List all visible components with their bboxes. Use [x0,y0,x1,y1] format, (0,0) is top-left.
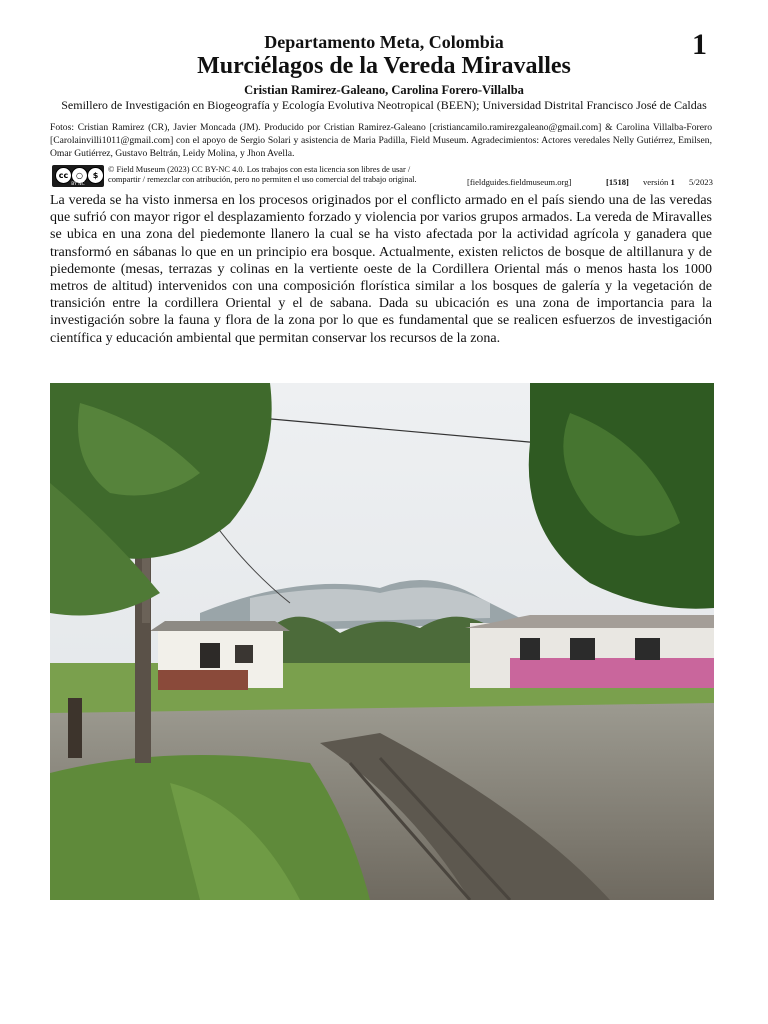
authors: Cristian Ramirez-Galeano, Carolina Forero-Villalba [244,83,524,97]
site-link[interactable]: [fieldguides.fieldmuseum.org] [467,177,572,187]
photo-credits: Fotos: Cristian Ramirez (CR), Javier Moncada (JM). Producido por Cristian Ramirez-Galeano [cristiancamilo.ramirezgaleano@gmail.com] & Carolina Villalba-Forero [Carolainvilli1011@gmail.com] con el apoyo de Sergio Solari y asistencia de Maria Padilla, Field Museum. Agradecimientos: Actores veredales Nelly Gutiérrez, Emilsen, Omar Gutiérrez, Gustavo Beltrán, Leidy Molina, y Jhon Avella. [50,122,712,159]
page-number: 1 [692,28,707,61]
intro-paragraph: La vereda se ha visto inmersa en los procesos originados por el conflicto armado en el país siendo una de las veredas que sufrió con mayor rigor el desplazamiento forzado y violencia por varios grupos armados. La vereda de Miravalles se ubica en una zona del piedemonte llanero la cual se ha visto afectada por la actividad agrícola y ganadera que transformó en sábanas lo que en un principio era bosque. Actualmente, existen relictos de bosque de altillanura y de piedemonte (mesas, terrazas y colinas en la vertiente oeste de la Cordillera Oriental más o menos hasta los 1000 metros de altitud) intervenidos con una composición florística similar a los bosques de galería y la vegetación de transición entre la cordillera Oriental y el de sabana. Dada su ubicación es una zona de importancia para la investigación sobre la fauna y flora de la zona por lo que es fundamental que se realicen esfuerzos de investigación científica y educación ambiental que permitan conservar los recursos de la zona. [50,193,712,346]
region-heading: Departamento Meta, Colombia [264,32,504,52]
version: versión 1 [643,177,675,187]
cc-license-icon: cc ○ $ BY NC [52,165,104,187]
license-text: © Field Museum (2023) CC BY-NC 4.0. Los trabajos con esta licencia son libres de usar / compartir / remezclar con atribución, pero no permiten el uso comercial del trabajo original. [108,165,417,184]
landscape-photo [50,383,714,900]
license-row [50,165,720,189]
affiliation: Semillero de Investigación en Biogeografía y Ecología Evolutiva Neotropical (BEEN); Universidad Distrital Francisco José de Caldas [61,98,707,112]
date: 5/2023 [689,177,713,187]
page-title: Murciélagos de la Vereda Miravalles [197,53,571,79]
guide-code: [1518] [606,177,629,187]
